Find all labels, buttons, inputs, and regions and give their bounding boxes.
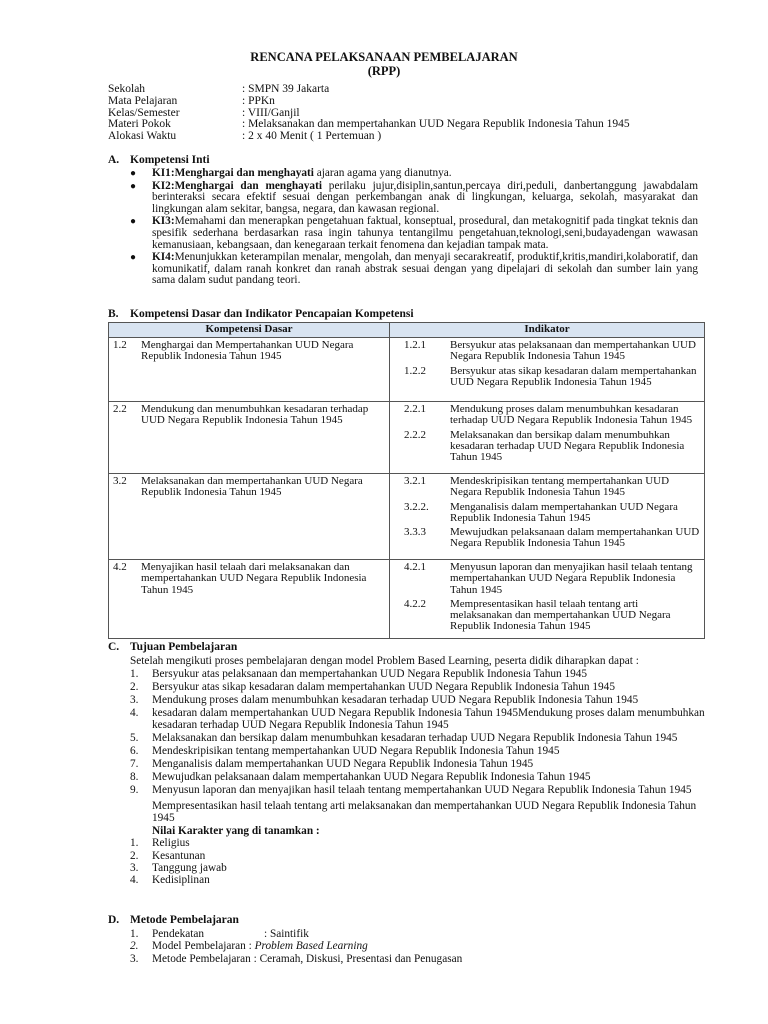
indikator-text: Menganalisis dalam mempertahankan UUD Negara Republik Indonesia Tahun 1945 [450, 500, 678, 524]
title-line-2: (RPP) [367, 64, 401, 78]
ki-head: KI1:Menghargai dan menghayati [152, 167, 314, 179]
item-text: Bersyukur atas sikap kesadaran dalam mempertahankan UUD Negara Republik Indonesia Tahun 1945 [152, 680, 615, 693]
indikator-number: 4.2.2 [404, 597, 426, 610]
indikator-text: Bersyukur atas pelaksanaan dan mempertahankan UUD Negara Republik Indonesia Tahun 1945 [450, 339, 696, 363]
item-value: Problem Based Learning [254, 940, 368, 953]
indikator-number: 3.3.3 [404, 526, 426, 539]
tujuan-pembelajaran [130, 655, 710, 887]
indikator-text: Mewujudkan pelaksanaan dalam mempertahankan UUD Negara Republik Indonesia Tahun 1945 [450, 526, 700, 550]
item-number: 4. [130, 874, 139, 887]
section-letter: B. [108, 308, 119, 320]
identity-label: Materi Pokok [108, 118, 171, 131]
identity-label: Mata Pelajaran [108, 94, 178, 107]
kd-cell [109, 338, 390, 402]
kd-text: Mendukung dan menumbuhkan kesadaran terhadap UUD Negara Republik Indonesia Tahun 1945 [141, 403, 369, 427]
kd-cell [109, 560, 390, 639]
section-title: Metode Pembelajaran [130, 914, 239, 926]
item-text: Kesantunan [152, 849, 206, 862]
item-value-prefix: : [248, 940, 255, 953]
section-title: Kompetensi Dasar dan Indikator Pencapaian Kompetensi [130, 308, 414, 320]
indikator-text: Mendeskripisikan tentang mempertahankan UUD Negara Republik Indonesia Tahun 1945 [450, 475, 670, 499]
item-value: : Ceramah, Diskusi, Presentasi dan Penugasan [253, 952, 463, 965]
list-item [130, 758, 710, 770]
bullet-icon: ● [130, 252, 137, 264]
list-item [130, 771, 710, 783]
ki-text: Memahami dan menerapkan pengetahuan faktual, konseptual, prosedural, dan metakognitif pada tingkat teknis dan spesifik sederhana berdasarkan rasa ingin tahunya tentangilmu pengetahuan,teknologi,seni,budayadengan wawasan kemanusiaan, kebangsaan, dan kenegaraan terkait fenomena dan kejadian tampak mata. [152, 215, 698, 251]
ki-head: KI2:Menghargai dan menghayati [152, 179, 322, 192]
kd-number: 3.2 [113, 475, 127, 487]
section-title: Tujuan Pembelajaran [130, 641, 238, 653]
identity-value: : SMPN 39 Jakarta [242, 83, 330, 95]
title-line-1: RENCANA PELAKSANAAN PEMBELAJARAN [250, 50, 518, 64]
item-label: Metode Pembelajaran [152, 952, 251, 965]
tujuan-intro: Setelah mengikuti proses pembelajaran dengan model Problem Based Learning, peserta didik diharapkan dapat : [130, 655, 639, 667]
kompetensi-inti-list [130, 168, 698, 288]
item-text: Mewujudkan pelaksanaan dalam mempertahankan UUD Negara Republik Indonesia Tahun 1945 [152, 770, 591, 783]
identity-row [108, 131, 630, 143]
ki-text: Menunjukkan keterampilan menalar, mengolah, dan menyaji secarakreatif, produktif,kritis,mandiri,kolaboratif, dan komunikatif, dalam ranah konkret dan ranah abstrak sesuai dengan yang dipelajari di sekolah dan sumber lain yang sama dalam sudut pandang teori. [152, 251, 698, 287]
item-text: kesadaran dalam mempertahankan UUD Negara Republik Indonesia Tahun 1945Mendukung proses dalam menumbuhkan kesadaran terhadap UUD Negara Republik Indonesia Tahun 1945 [152, 706, 705, 732]
section-b-heading [108, 308, 414, 321]
item-number: 2. [130, 940, 139, 953]
list-item [130, 784, 710, 796]
list-item [130, 745, 710, 757]
item-text: Tanggung jawab [152, 862, 227, 874]
nilai-karakter-title: Nilai Karakter yang di tanamkan : [152, 824, 320, 837]
item-number: 7. [130, 757, 139, 770]
kd-number: 4.2 [113, 561, 127, 573]
item-number: 1. [130, 667, 139, 680]
metode-pembelajaran [130, 928, 462, 965]
table-row [109, 474, 705, 560]
section-letter: C. [108, 641, 120, 653]
list-item [130, 862, 710, 874]
indikator-number: 2.2.1 [404, 403, 426, 415]
item-number: 8. [130, 770, 139, 783]
bullet-icon: ● [130, 180, 137, 192]
column-header-indikator: Indikator [390, 323, 705, 338]
item-text: Menganalisis dalam mempertahankan UUD Negara Republik Indonesia Tahun 1945 [152, 757, 534, 770]
indikator-number: 4.2.1 [404, 561, 426, 573]
column-header-kd: Kompetensi Dasar [109, 323, 390, 338]
kd-indikator-table [108, 322, 705, 639]
identity-block [108, 84, 630, 143]
ki-item [130, 181, 698, 216]
indikator-text: Melaksanakan dan bersikap dalam menumbuhkan kesadaran terhadap UUD Negara Republik Indonesia Tahun 1945 [450, 428, 685, 464]
section-title: Kompetensi Inti [130, 154, 210, 166]
item-number: 3. [130, 952, 139, 965]
item-number: 2. [130, 849, 139, 862]
list-item [130, 668, 710, 680]
item-number: 3. [130, 693, 139, 706]
kd-cell [109, 402, 390, 474]
ki-text: ajaran agama yang dianutnya. [313, 167, 452, 179]
list-item [130, 732, 710, 744]
list-item [130, 694, 710, 706]
item-text: Menyusun laporan dan menyajikan hasil telaah tentang mempertahankan UUD Negara Republik Indonesia Tahun 1945 [152, 783, 692, 796]
kd-text: Menghargai dan Mempertahankan UUD Negara Republik Indonesia Tahun 1945 [141, 339, 354, 363]
tujuan-extra: Mempresentasikan hasil telaah tentang arti melaksanakan dan mempertahankan UUD Negara Republik Indonesia Tahun 1945 [152, 799, 697, 825]
item-number: 6. [130, 744, 139, 757]
kd-text: Menyajikan hasil telaah dari melaksanakan dan mempertahankan UUD Negara Republik Indonesia Tahun 1945 [141, 561, 367, 596]
item-text: Kedisiplinan [152, 874, 210, 887]
identity-value: : 2 x 40 Menit ( 1 Pertemuan ) [242, 130, 382, 143]
item-text: Bersyukur atas pelaksanaan dan mempertahankan UUD Negara Republik Indonesia Tahun 1945 [152, 667, 588, 680]
table-row [109, 560, 705, 639]
item-number: 5. [130, 731, 139, 744]
item-label: Model Pembelajaran [152, 940, 246, 953]
indikator-text: Menyusun laporan dan menyajikan hasil telaah tentang mempertahankan UUD Negara Republik Indonesia Tahun 1945 [450, 561, 693, 596]
item-text: Religius [152, 837, 190, 850]
ki-head: KI3: [152, 215, 175, 228]
list-item [130, 707, 710, 732]
bullet-icon: ● [130, 216, 137, 228]
list-item [130, 850, 710, 862]
item-number: 9. [130, 783, 139, 796]
item-text: Mendukung proses dalam menumbuhkan kesadaran terhadap UUD Negara Republik Indonesia Tahun 1945 [152, 693, 639, 706]
list-item [130, 874, 710, 886]
indikator-number: 1.2.2 [404, 364, 426, 377]
table-row [109, 338, 705, 402]
document-title [0, 50, 768, 78]
ki-item [130, 216, 698, 251]
table-row [109, 402, 705, 474]
indikator-number: 1.2.1 [404, 339, 426, 351]
kd-number: 1.2 [113, 339, 127, 351]
indikator-cell [390, 560, 705, 639]
kd-number: 2.2 [113, 403, 127, 415]
indikator-number: 3.2.2. [404, 500, 429, 513]
section-letter: A. [108, 154, 120, 166]
item-number: 4. [130, 706, 139, 719]
item-number: 1. [130, 928, 139, 940]
list-item [130, 837, 710, 849]
item-label: Pendekatan [152, 928, 205, 940]
identity-value: : VIII/Ganjil [242, 106, 300, 119]
indikator-text: Bersyukur atas sikap kesadaran dalam mempertahankan UUD Negara Republik Indonesia Tahun 1945 [450, 364, 697, 388]
bullet-icon: ● [130, 168, 137, 179]
indikator-text: Mendukung proses dalam menumbuhkan kesadaran terhadap UUD Negara Republik Indonesia Tahun 1945 [450, 403, 693, 427]
section-d-heading [108, 914, 239, 927]
list-item [130, 681, 710, 693]
list-item [130, 928, 462, 940]
identity-label: Alokasi Waktu [108, 130, 177, 143]
ki-text: perilaku jujur,disiplin,santun,percaya diri,peduli, danbertanggung jawabdalam berinteraksi secara efektif sesuai dengan perkembangan anak di lingkungan, keluarga, sekolah, masyarakat dan lingkungan alam sekitar, bangsa, negara, dan kawasan regional. [152, 179, 698, 215]
ki-head: KI4: [152, 251, 175, 264]
item-text: Melaksanakan dan bersikap dalam menumbuhkan kesadaran terhadap UUD Negara Republik Indonesia Tahun 1945 [152, 731, 678, 744]
indikator-cell [390, 402, 705, 474]
item-text: Mendeskripisikan tentang mempertahankan UUD Negara Republik Indonesia Tahun 1945 [152, 744, 560, 757]
section-letter: D. [108, 914, 120, 926]
identity-row [108, 84, 630, 96]
list-item [130, 953, 462, 965]
identity-label: Kelas/Semester [108, 106, 180, 119]
indikator-number: 2.2.2 [404, 428, 426, 441]
indikator-cell [390, 338, 705, 402]
kd-text: Melaksanakan dan mempertahankan UUD Negara Republik Indonesia Tahun 1945 [141, 475, 363, 499]
identity-value: : PPKn [242, 94, 275, 107]
indikator-text: Mempresentasikan hasil telaah tentang arti melaksanakan dan mempertahankan UUD Negara Republik Indonesia Tahun 1945 [450, 597, 671, 633]
identity-row [108, 96, 630, 108]
item-number: 3. [130, 862, 139, 874]
section-a-heading [108, 154, 210, 167]
identity-value: : Melaksanakan dan mempertahankan UUD Negara Republik Indonesia Tahun 1945 [242, 118, 630, 131]
indikator-cell [390, 474, 705, 560]
item-number: 1. [130, 837, 139, 850]
item-number: 2. [130, 680, 139, 693]
ki-item [130, 252, 698, 287]
kd-cell [109, 474, 390, 560]
item-value: : Saintifik [264, 928, 309, 940]
identity-label: Sekolah [108, 83, 146, 95]
list-item [130, 940, 462, 952]
ki-item [130, 168, 698, 180]
indikator-number: 3.2.1 [404, 475, 426, 487]
section-c-heading [108, 641, 237, 654]
